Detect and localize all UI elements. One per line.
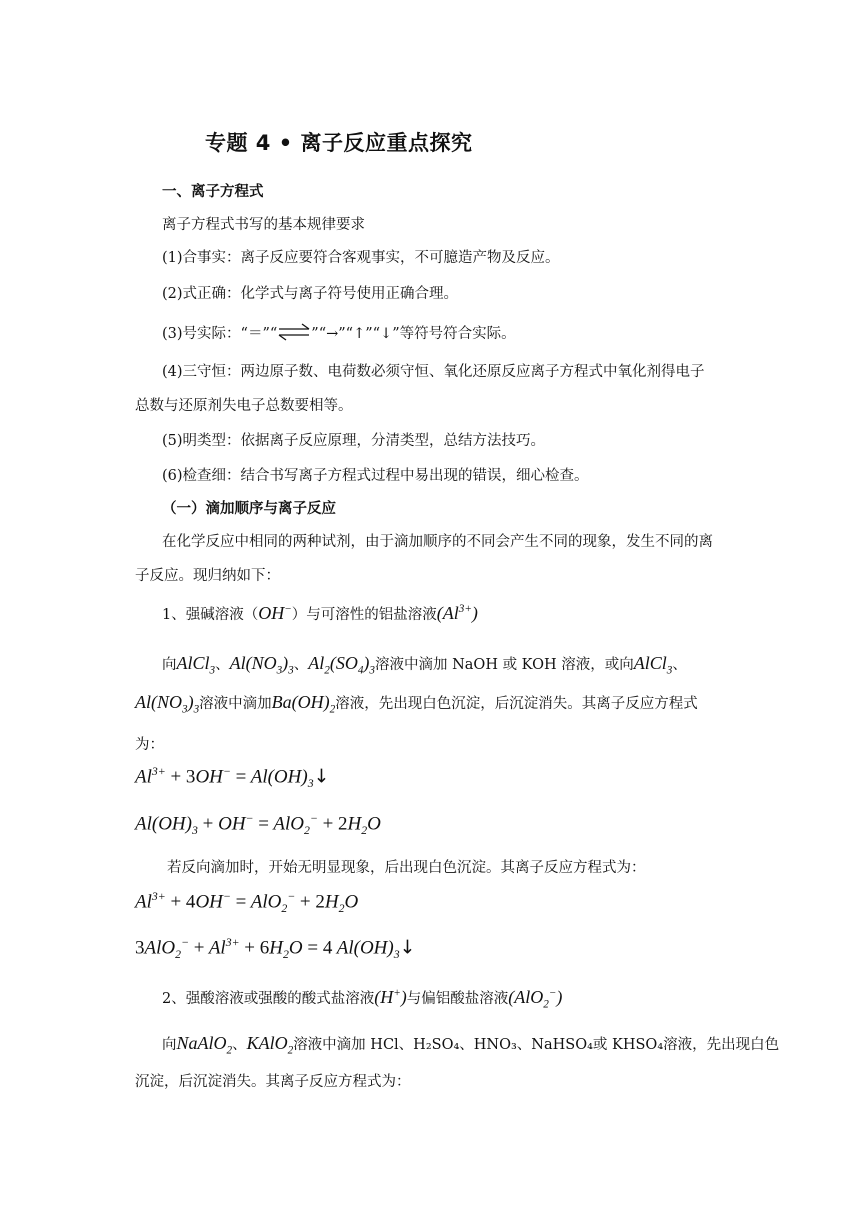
paragraph-line: 子反应。现归纳如下： xyxy=(135,568,280,584)
equation-3: $Al^{3+} + 4OH^- = AlO_2^- + 2H_2O$ xyxy=(135,890,359,916)
hydroxide-formula: OH− xyxy=(258,603,292,623)
page-title: 专题 4 • 离子反应重点探究 xyxy=(205,131,473,155)
case1-line2: $Al(NO_3)_3$溶液中滴加$Ba(OH)_2$溶液，先出现白色沉淀，后沉淀消失。其离子反应方程式 xyxy=(135,692,698,716)
section-heading: 一、离子方程式 xyxy=(162,184,264,200)
case2-line2: 沉淀，后沉淀消失。其离子反应方程式为： xyxy=(135,1074,411,1090)
rule-4: (4)三守恒：两边原子数、电荷数必须守恒、氧化还原反应离子方程式中氧化剂得电子 xyxy=(162,364,705,380)
subsection-heading: （一）滴加顺序与离子反应 xyxy=(162,501,336,517)
intro-text: 离子方程式书写的基本规律要求 xyxy=(162,217,365,233)
rule-2: (2)式正确：化学式与离子符号使用正确合理。 xyxy=(162,286,459,302)
case1-line3: 为： xyxy=(135,737,164,753)
case2-line1: 向NaAlO$_2$、KAlO$_2$溶液中滴加 HCl、H₂SO₄、HNO₃、NaHSO₄或 KHSO₄溶液，先出现白色 xyxy=(162,1033,780,1057)
reverse-text: 若反向滴加时，开始无明显现象，后出现白色沉淀。其离子反应方程式为： xyxy=(167,860,646,876)
rule-4-cont: 总数与还原剂失电子总数要相等。 xyxy=(135,398,353,414)
case1-heading: 1、强碱溶液（OH−）与可溶性的铝盐溶液$(Al^{3+})$ xyxy=(162,603,478,623)
rule-6: (6)检查细：结合书写离子方程式过程中易出现的错误，细心检查。 xyxy=(162,468,589,484)
aluminum-ion-formula: $(Al^{3+})$ xyxy=(436,603,478,623)
equilibrium-arrows-icon xyxy=(277,323,311,341)
rule-1: (1)合事实：离子反应要符合客观事实，不可臆造产物及反应。 xyxy=(162,250,560,266)
case2-heading: 2、强酸溶液或强酸的酸式盐溶液(H+)与偏铝酸盐溶液(AlO$_2$−) xyxy=(162,987,563,1011)
equation-1: $Al^{3+} + 3OH^-$ = $Al(OH)_3↓$ xyxy=(135,765,330,791)
equation-2: $Al(OH)_3 + OH^- = AlO_2^- + 2H_2O$ xyxy=(135,812,381,838)
paragraph-line: 在化学反应中相同的两种试剂，由于滴加顺序的不同会产生不同的现象，发生不同的离 xyxy=(162,534,713,550)
rule-5: (5)明类型：依据离子反应原理，分清类型，总结方法技巧。 xyxy=(162,433,546,449)
equation-4: $3AlO_2^- + Al^{3+} + 6H_2O = 4$ $Al(OH)_3↓$ xyxy=(135,936,416,962)
case1-line1: 向AlCl$_3$、$Al(NO_3)_3$、$Al_2(SO_4)_3$溶液中滴加 NaOH 或 KOH 溶液，或向AlCl$_3$、 xyxy=(162,653,687,677)
rule-3: (3)号实际：“＝”“ ”“→”“↑”“↓”等符号符合实际。 xyxy=(162,322,516,343)
